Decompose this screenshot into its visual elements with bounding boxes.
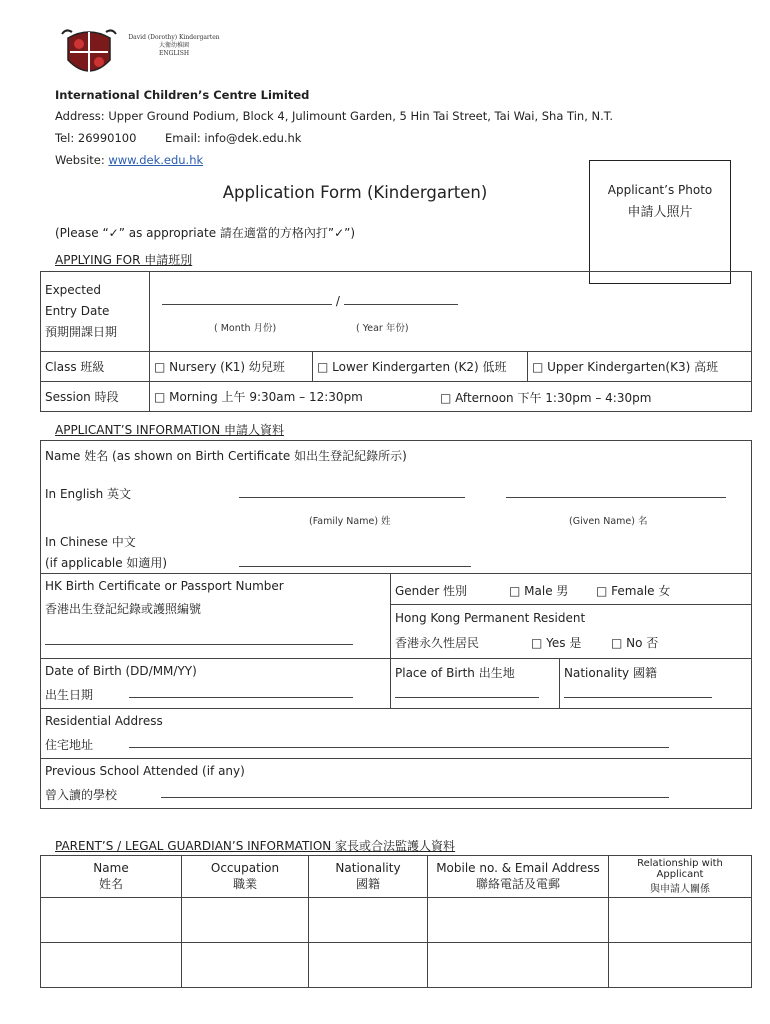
col-name-header [41, 856, 182, 898]
parent-table [40, 855, 752, 988]
dob-label-1: Date of Birth (DD/MM/YY) [45, 664, 197, 678]
parent-2-relationship-cell[interactable] [609, 943, 752, 988]
pob-cell [391, 659, 560, 709]
table-row [41, 898, 752, 943]
hkpr-label-2: 香港永久性居民 [395, 636, 480, 650]
school-logo [60, 26, 230, 80]
parent-1-relationship-cell[interactable] [609, 898, 752, 943]
gender-female-option[interactable]: □ Female 女 [596, 584, 671, 598]
website-link[interactable]: www.dek.edu.hk [108, 153, 204, 167]
applying-heading: APPLYING FOR 申請班別 [55, 253, 193, 267]
name-label: Name 姓名 (as shown on Birth Certificate 如出生登記紀錄所示) [45, 449, 407, 463]
logo-line-2: 大衛幼稚園 [158, 42, 189, 49]
family-name-hint: (Family Name) 姓 [309, 516, 391, 527]
form-title-text: Application Form (Kindergarten) [222, 183, 488, 202]
cert-label-1: HK Birth Certificate or Passport Number [45, 579, 284, 593]
org-website [55, 153, 203, 167]
entry-label-2: Entry Date [45, 304, 110, 318]
entry-month-field[interactable] [162, 292, 332, 305]
org-email: Email: info@dek.edu.hk [165, 131, 302, 145]
school-field[interactable] [161, 797, 669, 798]
org-address: Address: Upper Ground Podium, Block 4, Julimount Garden, 5 Hin Tai Street, Tai Wai, Sha Tin, N.T. [55, 109, 614, 123]
entry-label-3: 預期開課日期 [45, 325, 118, 339]
address-field[interactable] [129, 747, 669, 748]
address-cell [41, 709, 752, 759]
given-name-hint: (Given Name) 名 [569, 516, 648, 527]
entry-label-1: Expected [45, 283, 101, 297]
instruction-text: (Please “✓” as appropriate 請在適當的方格內打”✓”) [55, 226, 356, 240]
col-name-en: Name [93, 861, 129, 875]
parent-2-name-cell[interactable] [41, 943, 182, 988]
chinese-name-label-2: (if applicable 如適用) [45, 556, 168, 570]
gender-male-option[interactable]: □ Male 男 [509, 584, 569, 598]
chinese-name-label-1: In Chinese 中文 [45, 535, 136, 549]
applicant-heading: APPLICANT’S INFORMATION 申請人資料 [55, 423, 284, 437]
col-relationship-en: Relationship with Applicant [637, 858, 723, 880]
hkpr-label-1: Hong Kong Permanent Resident [395, 611, 586, 625]
chinese-name-field[interactable] [239, 566, 471, 567]
cert-label-2: 香港出生登記紀錄或護照編號 [45, 602, 202, 616]
org-name: International Children’s Centre Limited [55, 88, 310, 102]
applicant-table [40, 440, 752, 809]
applying-table [40, 271, 752, 412]
cert-number-field[interactable] [45, 644, 353, 645]
entry-date-label [41, 272, 150, 352]
nationality-cell [560, 659, 752, 709]
col-relationship-zh: 與申請人關係 [650, 884, 710, 895]
gender-label: Gender 性別 [395, 584, 468, 598]
col-nationality-header [309, 856, 428, 898]
col-contact-header [428, 856, 609, 898]
session-morning-option[interactable]: □ Morning 上午 9:30am – 12:30pm [154, 390, 363, 404]
nationality-label: Nationality 國籍 [564, 666, 657, 680]
parent-1-contact-cell[interactable] [428, 898, 609, 943]
class-label: Class 班級 [41, 352, 150, 382]
photo-label-zh: 申請人照片 [627, 205, 693, 220]
school-cell [41, 759, 752, 809]
col-occupation-zh: 職業 [232, 877, 257, 891]
form-title [0, 183, 770, 202]
logo-line-3: ENGLISH [158, 50, 190, 57]
parent-1-name-cell[interactable] [41, 898, 182, 943]
hkpr-yes-option[interactable]: □ Yes 是 [531, 636, 582, 650]
col-occupation-en: Occupation [210, 861, 280, 875]
family-name-field[interactable] [239, 497, 465, 498]
hkpr-no-option[interactable]: □ No 否 [611, 636, 659, 650]
col-nationality-zh: 國籍 [355, 877, 380, 891]
session-afternoon-option[interactable]: □ Afternoon 下午 1:30pm – 4:30pm [440, 391, 652, 405]
pob-field[interactable] [395, 697, 539, 698]
class-k3-option[interactable]: □ Upper Kindergarten(K3) 高班 [528, 352, 752, 382]
parent-1-nationality-cell[interactable] [309, 898, 428, 943]
school-label-1: Previous School Attended (if any) [45, 764, 245, 778]
col-occupation-header [182, 856, 309, 898]
cert-cell [41, 574, 391, 659]
session-label: Session 時段 [41, 382, 150, 412]
logo-line-1: David (Dorothy) Kindergarten [128, 34, 220, 41]
col-relationship-header [609, 856, 752, 898]
session-cell [150, 382, 752, 412]
col-name-zh: 姓名 [98, 877, 123, 891]
dob-label-2: 出生日期 [45, 688, 94, 702]
address-label-2: 住宅地址 [45, 738, 94, 752]
nationality-field[interactable] [564, 697, 712, 698]
entry-date-slash: / [335, 294, 340, 308]
dob-cell [41, 659, 391, 709]
class-k1-option[interactable]: □ Nursery (K1) 幼兒班 [150, 352, 313, 382]
photo-label-en: Applicant’s Photo [607, 183, 713, 197]
address-label-1: Residential Address [45, 714, 163, 728]
month-hint: ( Month 月份) [214, 323, 277, 334]
school-label-2: 曾入讀的學校 [45, 788, 118, 802]
org-tel: Tel: 26990100 [55, 131, 137, 145]
parent-1-occupation-cell[interactable] [182, 898, 309, 943]
gender-resident-cell [391, 574, 752, 659]
gender-row [391, 574, 751, 605]
parent-2-contact-cell[interactable] [428, 943, 609, 988]
english-name-label: In English 英文 [45, 487, 132, 501]
parent-2-nationality-cell[interactable] [309, 943, 428, 988]
applicant-photo-box [589, 160, 731, 284]
entry-year-field[interactable] [344, 292, 458, 305]
table-row [41, 943, 752, 988]
given-name-field[interactable] [506, 497, 726, 498]
col-contact-en: Mobile no. & Email Address [436, 861, 600, 875]
parent-heading: PARENT’S / LEGAL GUARDIAN’S INFORMATION 家長或合法監護人資料 [55, 839, 456, 853]
website-label: Website: [55, 153, 109, 167]
dob-field[interactable] [129, 697, 353, 698]
crest-icon [60, 26, 118, 80]
year-hint: ( Year 年份) [356, 323, 409, 334]
name-cell [41, 441, 752, 574]
col-contact-zh: 聯絡電話及電郵 [475, 877, 560, 891]
parent-2-occupation-cell[interactable] [182, 943, 309, 988]
resident-row [391, 605, 751, 658]
class-k2-option[interactable]: □ Lower Kindergarten (K2) 低班 [313, 352, 528, 382]
pob-label: Place of Birth 出生地 [395, 666, 515, 680]
col-nationality-en: Nationality [335, 861, 401, 875]
entry-date-cell [150, 272, 752, 352]
